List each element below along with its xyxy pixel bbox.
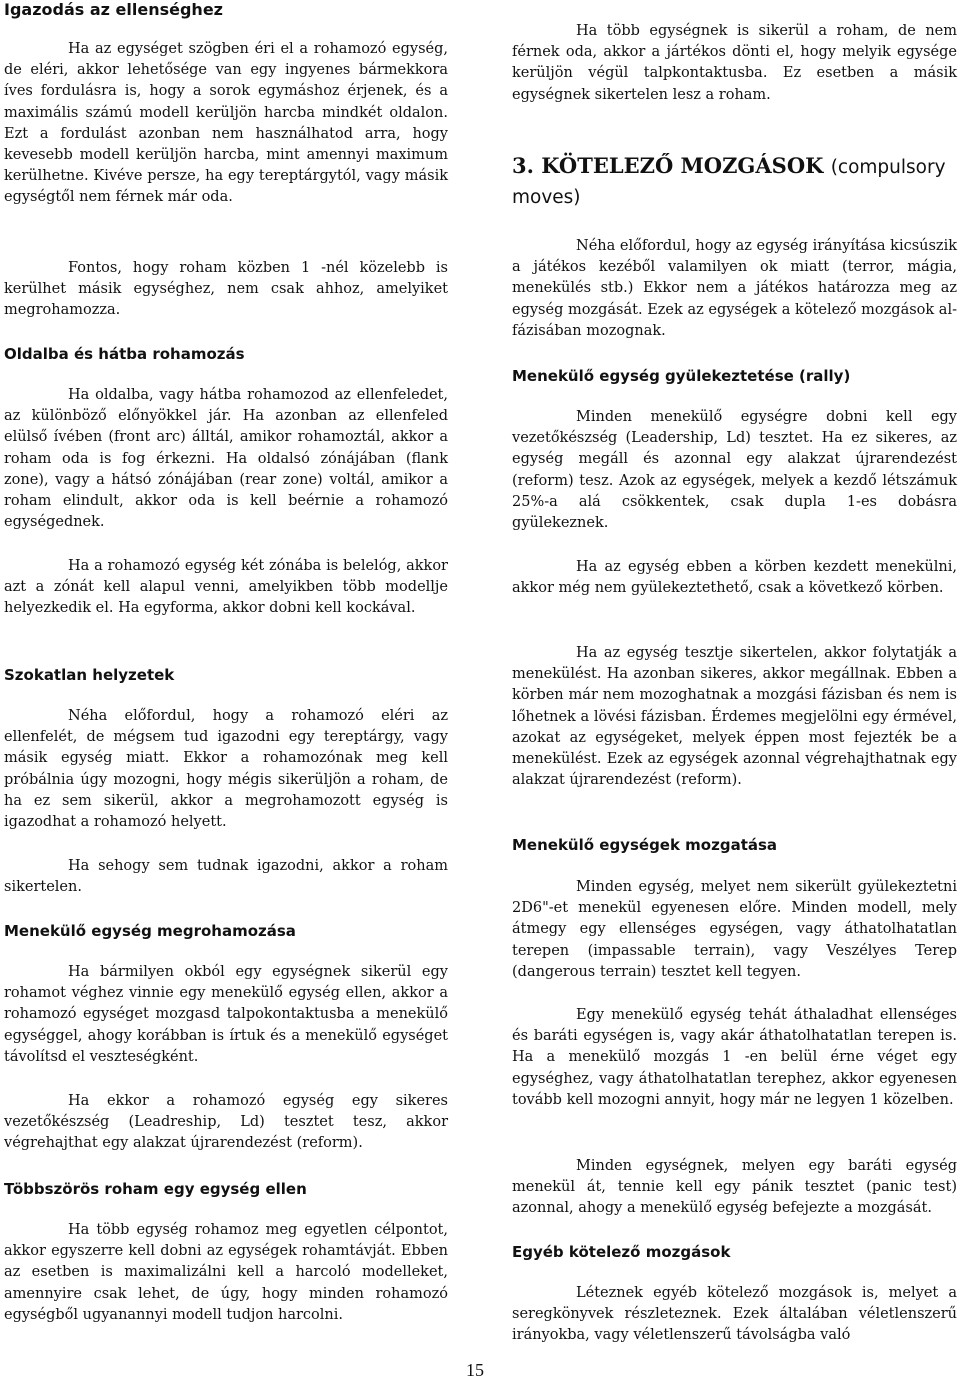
paragraph: Ha oldalba, vagy hátba rohamozod az ellenfeledet, az különböző előnyökkel jár. Ha azonban az ellenfeled elülső ívében (front arc) álltál, amikor rohamoztál, akkor a roham oda is fog érkezni. Ha oldalsó zónájában (flank zone), vagy a hátsó zónájában (rear zone) voltál, amikor a roham elindult, akkor oda is kell beérnie a rohamozó egységednek. (4, 387, 448, 531)
paragraph: Ha az egység tesztje sikertelen, akkor folytatják a menekülést. Ha azonban sikeres, akkor megállnak. Ebben a körben már nem mozoghatnak a mozgási fázisban és nem is lőhetnek a lövési fázisban. Érdemes megjelölni egy érmével, azokat az egységeket, melyek éppen most fejezték be a menekülést. Ezek az egységek azonnal végrehajthatnak egy alakzat újrarendezést (reform). (512, 645, 957, 789)
subheading-flank-rear: Oldalba és hátba rohamozás (4, 345, 245, 363)
paragraph: Ha ekkor a rohamozó egység egy sikeres vezetőkészség (Leadreship, Ld) tesztet tesz, akkor végrehajthat egy alakzat újrarendezést (reform). (4, 1093, 448, 1152)
subheading-flee-movement: Menekülő egységek mozgatása (512, 836, 778, 854)
paragraph: Minden egységnek, melyen egy baráti egység menekül át, tennie kell egy pánik tesztet (panic test) azonnal, ahogy a menekülő egység befejezte a mozgását. (512, 1158, 957, 1217)
paragraph: Ha a rohamozó egység két zónába is belelóg, akkor azt a zónát kell alapul venni, amelyikben több modellje helyezkedik el. Ha egyforma, akkor dobni kell kockával. (4, 558, 448, 617)
paragraph: Ha sehogy sem tudnak igazodni, akkor a roham sikertelen. (4, 858, 448, 896)
subheading-other-moves: Egyéb kötelező mozgások (512, 1243, 731, 1261)
subheading-multiple-charge: Többszörös roham egy egység ellen (4, 1180, 307, 1198)
paragraph: Ha az egység ebben a körben kezdett menekülni, akkor még nem gyülekeztethető, csak a következő körben. (512, 559, 957, 597)
paragraph: Ha az egységet szögben éri el a rohamozó egység, de eléri, akkor lehetősége van egy ingyenes bármekkora íves fordulásra is, hogy a sorok egymáshoz érjenek, és a maximális számú modell kerüljön harcba mindkét oldalon. Ezt a fordulást azonban nem használhatod arra, hogy kevesebb modell kerüljön harcba, mint amennyi maximum kerülhetne. Kivéve persze, ha egy tereptárgytól, vagy másik egységtől nem férnek már oda. (4, 41, 448, 206)
paragraph: Egy menekülő egység tehát áthaladhat ellenséges és baráti egységen is, vagy akár áthatolhatatlan terepen is. Ha a menekülő mozgás 1 -en belül érne véget egy egységhez, vagy áthatolhatatlan terephez, akkor egyenesen tovább kell mozogni annyit, hogy már ne legyen 1 közelben. (512, 1007, 957, 1108)
subheading-unusual: Szokatlan helyzetek (4, 666, 175, 684)
page-number: 15 (466, 1360, 484, 1380)
paragraph: Fontos, hogy roham közben 1 -nél közelebb is kerülhet másik egységhez, nem csak ahhoz, amelyiket megrohamozza. (4, 260, 448, 319)
section-heading-engaging: Igazodás az ellenséghez (4, 0, 223, 19)
section-heading-text: 3. KÖTELEZŐ MOZGÁSOK (512, 153, 824, 178)
paragraph: Ha több egységnek is sikerül a roham, de nem férnek oda, akkor a jártékos dönti el, hogy melyik egysége kerüljön végül talpkontaktusba. Ez esetben a másik egységnek sikertelen lesz a roham. (512, 23, 957, 103)
paragraph: Léteznek egyéb kötelező mozgások is, melyet a seregkönyvek részleteznek. Ezek általában véletlenszerű irányokba, vagy véletlenszerű távolságba való (512, 1285, 957, 1344)
subheading-fleeing-charge: Menekülő egység megrohamozása (4, 922, 296, 940)
paragraph: Néha előfordul, hogy az egység irányítása kicsúszik a játékos kezéből valamilyen ok miatt (terror, mágia, menekülés stb.) Ekkor nem a játékos határozza meg az egység mozgását. Ezek az egységek a kötelező mozgások al-fázisában mozognak. (512, 238, 957, 339)
subheading-rally: Menekülő egység gyülekeztetése (rally) (512, 367, 851, 385)
paragraph: Ha több egység rohamoz meg egyetlen célpontot, akkor egyszerre kell dobni az egységek rohamtávját. Ebben az esetben is maximalizálni kell a harcoló modelleket, amennyire csak lehet, de úgy, hogy minden rohamozó egységből ugyanannyi modell tudjon harcolni. (4, 1222, 448, 1323)
paragraph: Ha bármilyen okból egy egységnek sikerül egy rohamot véghez vinnie egy menekülő egység ellen, akkor a rohamozó egységet mozgasd talpokontaktusba a menekülő egységgel, ahogy korábban is írtuk és a menekülő egységet távolítsd el veszteségként. (4, 964, 448, 1065)
section-heading-sub: (compulsory moves) (512, 157, 946, 208)
paragraph: Minden menekülő egységre dobni kell egy vezetőkészség (Leadership, Ld) tesztet. Ha ez sikeres, az egység megáll és azonnal egy alakzat újrarendezést (reform) tesz. Azok az egységek, melyek a kezdő létszámuk 25%-a alá csökkentek, csak dupla 1-es dobásra gyülekeznek. (512, 409, 957, 532)
section-heading-compulsory (512, 152, 957, 212)
paragraph: Minden egység, melyet nem sikerült gyülekeztetni 2D6"-et menekül egyenesen előre. Minden modell, mely átmegy egy ellenséges egységen, vagy áthatolhatatlan terepen (impassable terrain), vagy Veszélyes Terep (dangerous terrain) tesztet kell tegyen. (512, 879, 957, 980)
paragraph: Néha előfordul, hogy a rohamozó eléri az ellenfelét, de mégsem tud igazodni egy tereptárgy, vagy másik egység miatt. Ekkor a rohamozónak meg kell próbálnia úgy mozogni, hogy mégis sikerüljön a roham, de ha ez sem sikerül, akkor a megrohamozott egység is igazodhat a rohamozó helyett. (4, 708, 448, 831)
